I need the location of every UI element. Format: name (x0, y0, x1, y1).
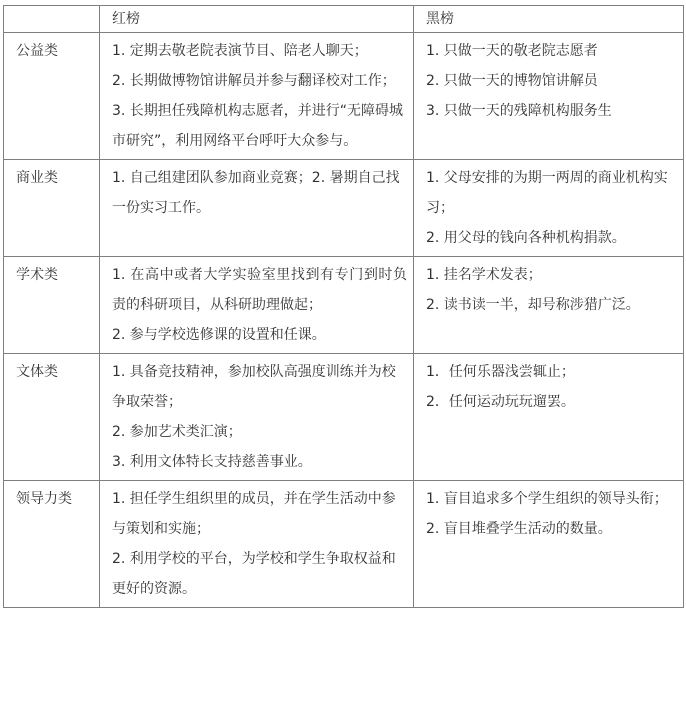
table-row-academic (4, 257, 684, 354)
red-item: 1. 自己组建团队参加商业竞赛；2. 暑期自己找一份实习工作。 (112, 170, 400, 216)
table-row-public-welfare (4, 33, 684, 160)
red-cell (100, 33, 414, 160)
black-cell (414, 257, 684, 354)
red-item: 1. 担任学生组织里的成员，并在学生活动中参与策划和实施； (112, 491, 396, 537)
black-item: 1. 父母安排的为期一两周的商业机构实习； (426, 170, 668, 216)
header-category-cell (4, 6, 100, 33)
black-item: 2．任何运动玩玩遛罢。 (426, 394, 575, 410)
red-item: 2. 参与学校选修课的设置和任课。 (112, 327, 326, 343)
black-item: 3. 只做一天的残障机构服务生 (426, 103, 612, 119)
header-black-list: 黑榜 (414, 6, 684, 33)
black-item: 2. 用父母的钱向各种机构捐款。 (426, 230, 626, 246)
black-item: 2. 盲目堆叠学生活动的数量。 (426, 521, 612, 537)
black-item: 1. 只做一天的敬老院志愿者 (426, 43, 598, 59)
black-cell (414, 481, 684, 608)
red-item: 1. 具备竞技精神，参加校队高强度训练并为校争取荣誉； (112, 364, 396, 410)
red-item: 2. 参加艺术类汇演； (112, 424, 242, 440)
red-cell (100, 481, 414, 608)
red-item: 1. 定期去敬老院表演节目、陪老人聊天； (112, 43, 368, 59)
black-item: 1. 挂名学术发表； (426, 267, 542, 283)
red-item: 3. 利用文体特长支持慈善事业。 (112, 454, 312, 470)
black-cell (414, 354, 684, 481)
red-cell (100, 257, 414, 354)
black-item: 2. 读书读一半，却号称涉猎广泛。 (426, 297, 640, 313)
category-cell: 学术类 (4, 257, 100, 354)
black-item: 1．任何乐器浅尝辄止； (426, 364, 575, 380)
category-cell: 商业类 (4, 160, 100, 257)
table-row-arts-sports (4, 354, 684, 481)
red-item: 1. 在高中或者大学实验室里找到有专门到时负责的科研项目，从科研助理做起； (112, 267, 407, 313)
table-row-leadership (4, 481, 684, 608)
black-cell (414, 160, 684, 257)
red-item: 3. 长期担任残障机构志愿者，并进行“无障碍城市研究”，利用网络平台呼吁大众参与。 (112, 103, 404, 149)
comparison-table (3, 5, 684, 608)
black-item: 1. 盲目追求多个学生组织的领导头衔； (426, 491, 668, 507)
red-item: 2. 长期做博物馆讲解员并参与翻译校对工作； (112, 73, 396, 89)
header-red-list: 红榜 (100, 6, 414, 33)
red-item: 2. 利用学校的平台，为学校和学生争取权益和更好的资源。 (112, 551, 396, 597)
red-cell (100, 354, 414, 481)
header-row (4, 6, 684, 33)
category-cell: 文体类 (4, 354, 100, 481)
category-cell: 公益类 (4, 33, 100, 160)
black-cell (414, 33, 684, 160)
table-row-business (4, 160, 684, 257)
red-cell (100, 160, 414, 257)
black-item: 2. 只做一天的博物馆讲解员 (426, 73, 598, 89)
category-cell: 领导力类 (4, 481, 100, 608)
